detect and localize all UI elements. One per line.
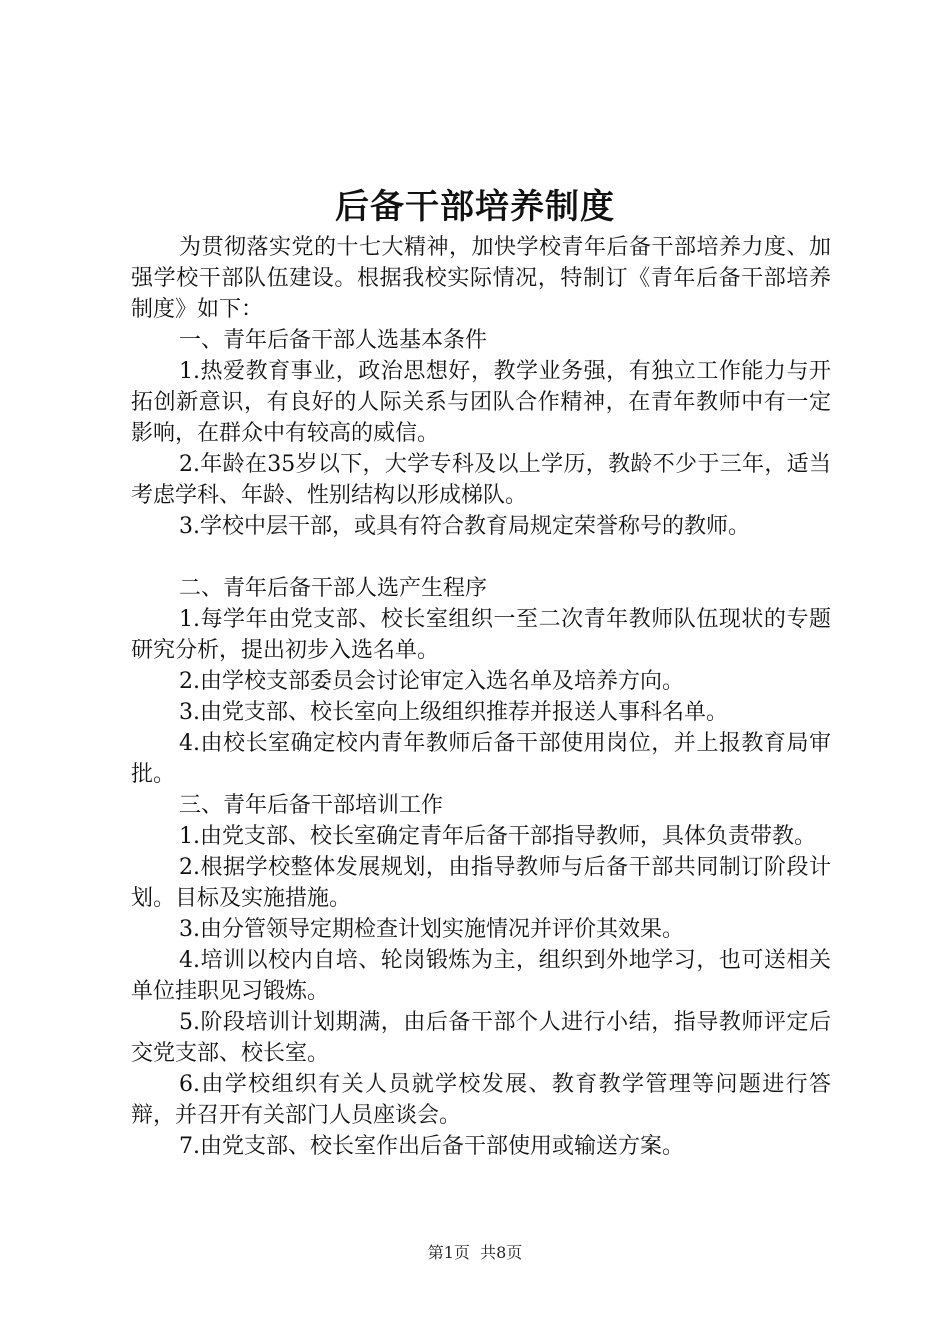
paragraph-1-2: 2.年龄在35岁以下，大学专科及以上学历，教龄不少于三年，适当考虑学科、年龄、性别结构以形成梯队。: [131, 452, 831, 508]
paragraph-2-3: 3.由党支部、校长室向上级组织推荐并报送人事科名单。: [179, 700, 728, 725]
paragraph-2-1: 1.每学年由党支部、校长室组织一至二次青年教师队伍现状的专题研究分析，提出初步入选名单。: [131, 607, 831, 663]
page-number: 第1页 共8页: [427, 1243, 523, 1262]
paragraph-2-2: 2.由学校支部委员会讨论审定入选名单及培养方向。: [179, 669, 684, 694]
paragraph-1-3: 3.学校中层干部，或具有符合教育局规定荣誉称号的教师。: [179, 514, 750, 539]
document-title: 后备干部培养制度: [335, 187, 615, 227]
paragraph-2-4: 4.由校长室确定校内青年教师后备干部使用岗位，并上报教育局审批。: [131, 731, 831, 787]
paragraph-3-6: 6.由学校组织有关人员就学校发展、教育教学管理等问题进行答辩，并召开有关部门人员座谈会。: [131, 1072, 831, 1128]
page-footer: [0, 1242, 950, 1264]
paragraph-3-5: 5.阶段培训计划期满，由后备干部个人进行小结，指导教师评定后交党支部、校长室。: [131, 1010, 831, 1066]
section-heading-1: 一、青年后备干部人选基本条件: [179, 328, 488, 353]
section-heading-2: 二、青年后备干部人选产生程序: [179, 576, 488, 601]
paragraph-3-1: 1.由党支部、校长室确定青年后备干部指导教师，具体负责带教。: [179, 824, 816, 849]
blank-line: [131, 542, 831, 573]
paragraph-1-1: 1.热爱教育事业，政治思想好，教学业务强，有独立工作能力与开拓创新意识，有良好的人际关系与团队合作精神，在青年教师中有一定影响，在群众中有较高的威信。: [131, 359, 831, 446]
section-heading-3: 三、青年后备干部培训工作: [179, 793, 444, 818]
paragraph-3-7: 7.由党支部、校长室作出后备干部使用或输送方案。: [179, 1134, 684, 1159]
intro-paragraph: 为贯彻落实党的十七大精神，加快学校青年后备干部培养力度、加强学校干部队伍建设。根据我校实际情况，特制订《青年后备干部培养制度》如下：: [131, 235, 831, 322]
paragraph-3-2: 2.根据学校整体发展规划，由指导教师与后备干部共同制订阶段计划。目标及实施措施。: [131, 855, 831, 911]
paragraph-3-4: 4.培训以校内自培、轮岗锻炼为主，组织到外地学习，也可送相关单位挂职见习锻炼。: [131, 948, 831, 1004]
paragraph-3-3: 3.由分管领导定期检查计划实施情况并评价其效果。: [179, 917, 684, 942]
document-body: [131, 232, 831, 1162]
